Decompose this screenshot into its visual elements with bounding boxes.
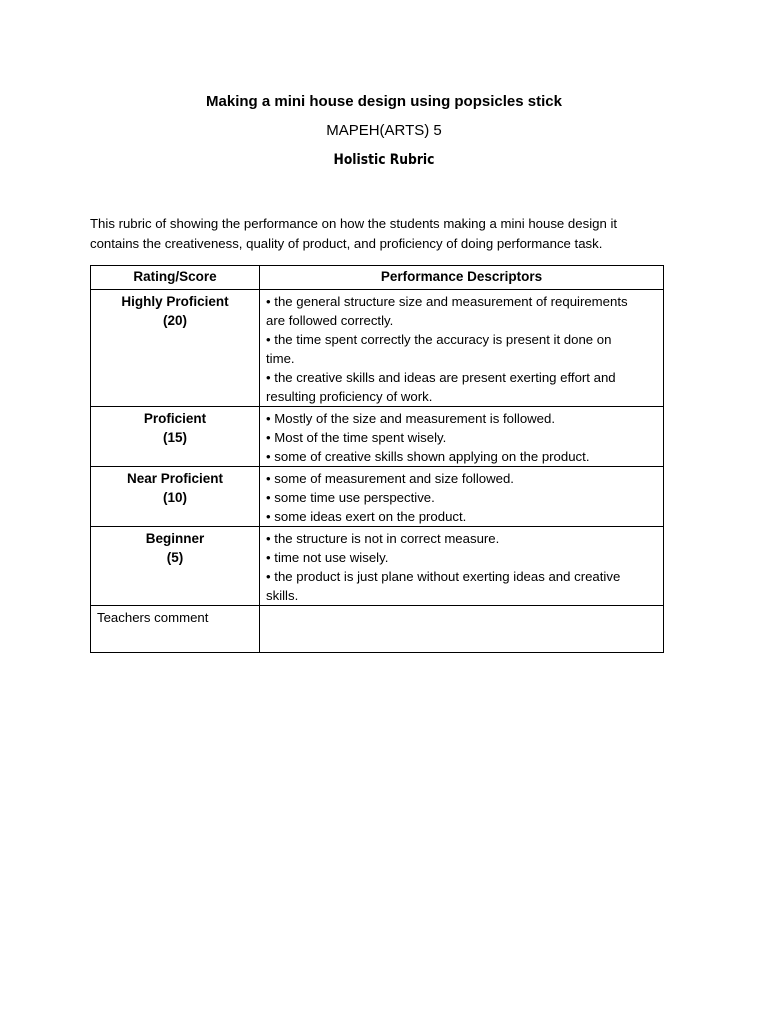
teachers-comment-label: Teachers comment (91, 606, 260, 653)
teachers-comment-field[interactable] (260, 606, 664, 653)
table-row (91, 527, 664, 606)
descriptor-cell (260, 290, 664, 407)
descriptor-line: • time not use wisely. (266, 550, 389, 565)
document-title: Making a mini house design using popsicles stick (206, 93, 562, 110)
descriptor-cell (260, 527, 664, 606)
table-row (91, 290, 664, 407)
descriptor-line: resulting proficiency of work. (266, 389, 433, 404)
header-rating-score: Rating/Score (91, 266, 260, 290)
rating-score: (10) (162, 490, 187, 505)
teachers-comment-row (91, 606, 664, 653)
rating-label: Proficient (143, 411, 207, 426)
rubric-table (90, 265, 664, 653)
descriptor-line: • the product is just plane without exerting ideas and creative (266, 569, 621, 584)
descriptor-line: skills. (266, 588, 299, 603)
descriptor-line: • some of measurement and size followed. (266, 471, 514, 486)
rating-cell (91, 290, 260, 407)
descriptor-line: are followed correctly. (266, 313, 394, 328)
descriptor-line: • some of creative skills shown applying on the product. (266, 449, 590, 464)
rating-label: Near Proficient (126, 471, 224, 486)
descriptor-cell (260, 467, 664, 527)
document-subject: MAPEH(ARTS) 5 (326, 122, 442, 139)
descriptor-line: • the time spent correctly the accuracy is present it done on (266, 332, 612, 347)
table-row (91, 407, 664, 467)
rating-score: (20) (162, 313, 187, 328)
descriptor-line: • the structure is not in correct measure. (266, 531, 500, 546)
rubric-type-heading: Holistic Rubric (333, 152, 435, 168)
rating-label: Highly Proficient (121, 294, 229, 309)
rating-cell (91, 527, 260, 606)
descriptor-line: • Most of the time spent wisely. (266, 430, 447, 445)
intro-line: This rubric of showing the performance on how the students making a mini house design it (90, 216, 618, 231)
intro-line: contains the creativeness, quality of product, and proficiency of doing performance task. (90, 236, 603, 251)
header-performance-descriptors: Performance Descriptors (260, 266, 664, 290)
descriptor-cell (260, 407, 664, 467)
rating-cell (91, 467, 260, 527)
descriptor-line: time. (266, 351, 295, 366)
descriptor-line: • the general structure size and measurement of requirements (266, 294, 628, 309)
rating-cell (91, 407, 260, 467)
descriptor-line: • some time use perspective. (266, 490, 435, 505)
rating-score: (5) (166, 550, 184, 565)
descriptor-line: • Mostly of the size and measurement is followed. (266, 411, 556, 426)
intro-paragraph (90, 214, 670, 254)
table-row (91, 467, 664, 527)
rating-label: Beginner (145, 531, 205, 546)
descriptor-line: • some ideas exert on the product. (266, 509, 467, 524)
rating-score: (15) (162, 430, 187, 445)
descriptor-line: • the creative skills and ideas are present exerting effort and (266, 370, 616, 385)
table-header-row (91, 266, 664, 290)
